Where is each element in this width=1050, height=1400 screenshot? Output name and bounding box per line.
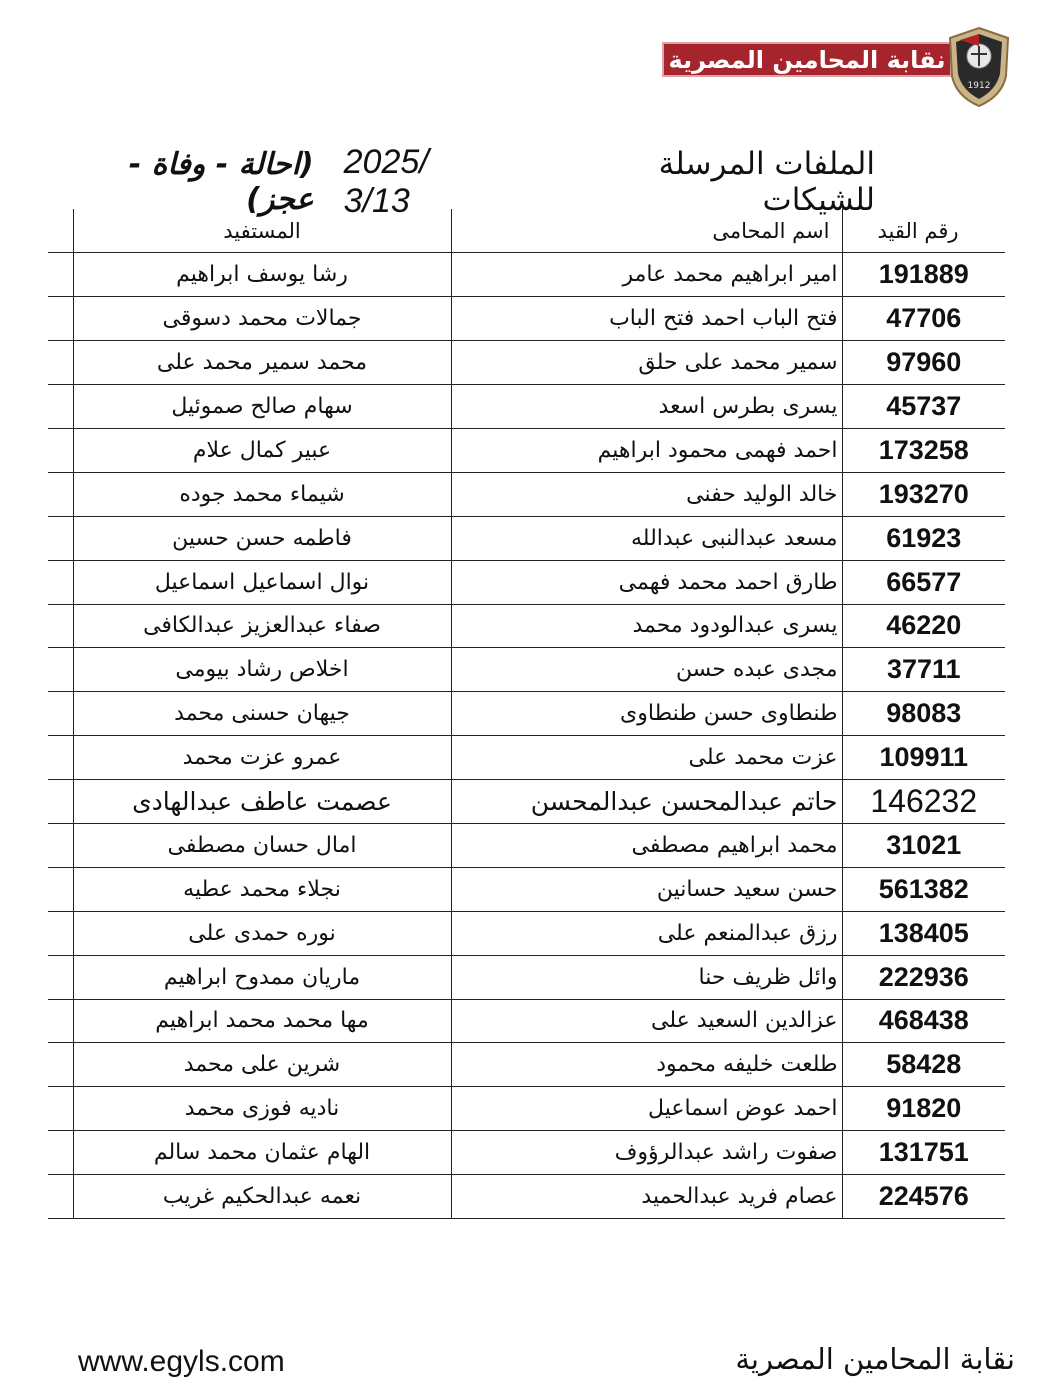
- lawyer-name-cell: احمد فهمى محمود ابراهيم: [451, 428, 842, 472]
- lawyer-name-cell: محمد ابراهيم مصطفى: [451, 823, 842, 867]
- table-margin-cell: [48, 516, 73, 560]
- table-row: [48, 1087, 1005, 1131]
- registration-number-cell: 98083: [842, 692, 1005, 736]
- registration-number-cell: 131751: [842, 1131, 1005, 1175]
- table-margin-cell: [48, 955, 73, 999]
- table-row: [48, 1043, 1005, 1087]
- beneficiary-cell: نوره حمدى على: [73, 911, 451, 955]
- lawyer-name-cell: حاتم عبدالمحسن عبدالمحسن: [451, 780, 842, 824]
- table-row: [48, 472, 1005, 516]
- registration-number-cell: 66577: [842, 560, 1005, 604]
- table-margin-cell: [48, 253, 73, 297]
- beneficiary-cell: ناديه فوزى محمد: [73, 1087, 451, 1131]
- registration-number-cell: 191889: [842, 253, 1005, 297]
- registration-number-cell: 31021: [842, 823, 1005, 867]
- footer-website: www.egyls.com: [78, 1345, 285, 1378]
- beneficiary-cell: نوال اسماعيل اسماعيل: [73, 560, 451, 604]
- header-lawyer-name: اسم المحامى: [451, 209, 842, 253]
- beneficiary-cell: الهام عثمان محمد سالم: [73, 1131, 451, 1175]
- footer-union-name: نقابة المحامين المصرية: [735, 1342, 1015, 1376]
- table-margin-cell: [48, 428, 73, 472]
- logo-year: 1912: [967, 81, 991, 91]
- table-margin-cell: [48, 780, 73, 824]
- table-row: [48, 867, 1005, 911]
- beneficiary-cell: محمد سمير محمد على: [73, 341, 451, 385]
- table-row: [48, 911, 1005, 955]
- title-date: 2025/ 3/13: [343, 143, 429, 220]
- beneficiary-cell: سهام صالح صموئيل: [73, 385, 451, 429]
- table-margin-cell: [48, 692, 73, 736]
- table-margin-cell: [48, 867, 73, 911]
- beneficiary-cell: رشا يوسف ابراهيم: [73, 253, 451, 297]
- table-row: [48, 253, 1005, 297]
- registration-number-cell: 146232: [842, 780, 1005, 824]
- table-row: [48, 736, 1005, 780]
- beneficiary-cell: ماريان ممدوح ابراهيم: [73, 955, 451, 999]
- lawyer-name-cell: عصام فريد عبدالحميد: [451, 1175, 842, 1219]
- table-row: [48, 604, 1005, 648]
- table-margin-cell: [48, 911, 73, 955]
- page-title: [55, 143, 875, 220]
- lawyer-name-cell: طنطاوى حسن طنطاوى: [451, 692, 842, 736]
- table-row: [48, 297, 1005, 341]
- beneficiary-cell: عبير كمال علام: [73, 428, 451, 472]
- lawyer-name-cell: احمد عوض اسماعيل: [451, 1087, 842, 1131]
- table-row: [48, 560, 1005, 604]
- table-margin-cell: [48, 1043, 73, 1087]
- table-row: [48, 692, 1005, 736]
- registration-number-cell: 561382: [842, 867, 1005, 911]
- beneficiary-cell: امال حسان مصطفى: [73, 823, 451, 867]
- table-margin-cell: [48, 648, 73, 692]
- registration-number-cell: 37711: [842, 648, 1005, 692]
- table-row: [48, 1175, 1005, 1219]
- registration-number-cell: 138405: [842, 911, 1005, 955]
- table-margin-cell: [48, 297, 73, 341]
- title-main: الملفات المرسلة للشيكات: [658, 146, 875, 218]
- beneficiary-cell: اخلاص رشاد بيومى: [73, 648, 451, 692]
- registration-number-cell: 193270: [842, 472, 1005, 516]
- beneficiary-cell: نعمه عبدالحكيم غريب: [73, 1175, 451, 1219]
- table-margin-cell: [48, 604, 73, 648]
- table-row: [48, 780, 1005, 824]
- lawyer-name-cell: صفوت راشد عبدالرؤوف: [451, 1131, 842, 1175]
- table-body: [48, 253, 1005, 1219]
- lawyer-name-cell: امير ابراهيم محمد عامر: [451, 253, 842, 297]
- registration-number-cell: 173258: [842, 428, 1005, 472]
- lawyer-name-cell: رزق عبدالمنعم على: [451, 911, 842, 955]
- table-margin-cell: [48, 341, 73, 385]
- beneficiary-cell: جيهان حسنى محمد: [73, 692, 451, 736]
- lawyer-name-cell: يسرى بطرس اسعد: [451, 385, 842, 429]
- table-row: [48, 999, 1005, 1043]
- registration-number-cell: 97960: [842, 341, 1005, 385]
- lawyer-name-cell: فتح الباب احمد فتح الباب: [451, 297, 842, 341]
- table-margin-cell: [48, 472, 73, 516]
- union-logo: [944, 26, 1014, 108]
- beneficiary-cell: فاطمه حسن حسين: [73, 516, 451, 560]
- table-row: [48, 955, 1005, 999]
- table-row: [48, 1131, 1005, 1175]
- lawyer-name-cell: مسعد عبدالنبى عبدالله: [451, 516, 842, 560]
- lawyer-name-cell: خالد الوليد حفنى: [451, 472, 842, 516]
- registration-number-cell: 61923: [842, 516, 1005, 560]
- lawyer-name-cell: طارق احمد محمد فهمى: [451, 560, 842, 604]
- registration-number-cell: 45737: [842, 385, 1005, 429]
- beneficiary-cell: شيماء محمد جوده: [73, 472, 451, 516]
- table-header-row: [48, 209, 1005, 253]
- header-beneficiary: المستفيد: [73, 209, 451, 253]
- table-margin-cell: [48, 385, 73, 429]
- beneficiary-cell: عصمت عاطف عبدالهادى: [73, 780, 451, 824]
- header-banner: [662, 42, 952, 77]
- lawyer-name-cell: عزت محمد على: [451, 736, 842, 780]
- registration-number-cell: 468438: [842, 999, 1005, 1043]
- beneficiary-cell: نجلاء محمد عطيه: [73, 867, 451, 911]
- table-row: [48, 428, 1005, 472]
- table-margin-cell: [48, 209, 73, 253]
- registration-number-cell: 46220: [842, 604, 1005, 648]
- beneficiary-cell: جمالات محمد دسوقى: [73, 297, 451, 341]
- table-margin-cell: [48, 560, 73, 604]
- title-note: (احالة - وفاة - عجز): [128, 147, 314, 217]
- table-margin-cell: [48, 1131, 73, 1175]
- lawyer-name-cell: حسن سعيد حسانين: [451, 867, 842, 911]
- lawyer-name-cell: يسرى عبدالودود محمد: [451, 604, 842, 648]
- beneficiary-cell: عمرو عزت محمد: [73, 736, 451, 780]
- beneficiary-cell: مها محمد محمد ابراهيم: [73, 999, 451, 1043]
- lawyer-name-cell: عزالدين السعيد على: [451, 999, 842, 1043]
- table-margin-cell: [48, 736, 73, 780]
- table-margin-cell: [48, 1087, 73, 1131]
- beneficiary-cell: شرين على محمد: [73, 1043, 451, 1087]
- lawyer-name-cell: سمير محمد على حلق: [451, 341, 842, 385]
- table-row: [48, 385, 1005, 429]
- header-union-name: نقابة المحامين المصرية: [668, 45, 946, 74]
- lawyer-name-cell: مجدى عبده حسن: [451, 648, 842, 692]
- table-margin-cell: [48, 999, 73, 1043]
- table-row: [48, 823, 1005, 867]
- table-margin-cell: [48, 1175, 73, 1219]
- beneficiary-cell: صفاء عبدالعزيز عبدالكافى: [73, 604, 451, 648]
- registration-number-cell: 58428: [842, 1043, 1005, 1087]
- registration-number-cell: 47706: [842, 297, 1005, 341]
- table-margin-cell: [48, 823, 73, 867]
- registration-number-cell: 91820: [842, 1087, 1005, 1131]
- registration-number-cell: 109911: [842, 736, 1005, 780]
- header-registration-number: رقم القيد: [842, 209, 1005, 253]
- lawyer-name-cell: طلعت خليفه محمود: [451, 1043, 842, 1087]
- table-row: [48, 341, 1005, 385]
- table-row: [48, 648, 1005, 692]
- lawyer-name-cell: وائل ظريف حنا: [451, 955, 842, 999]
- registration-number-cell: 222936: [842, 955, 1005, 999]
- table-row: [48, 516, 1005, 560]
- registration-number-cell: 224576: [842, 1175, 1005, 1219]
- roster-table: [48, 209, 1005, 1219]
